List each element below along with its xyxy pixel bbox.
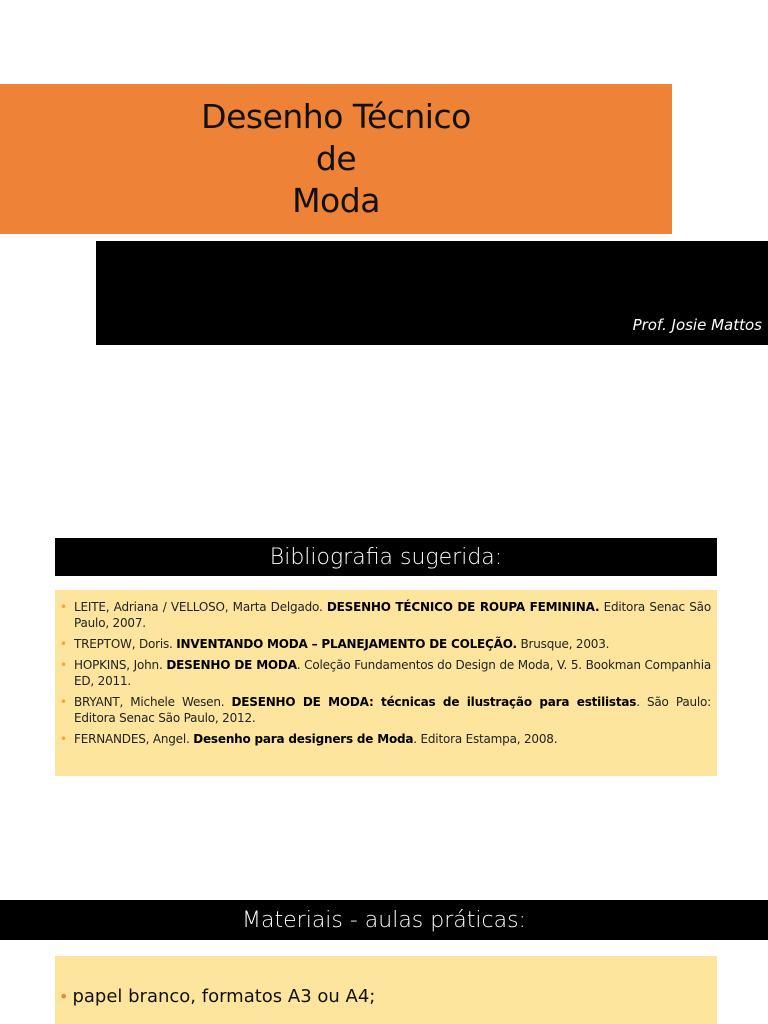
title-line-1: Desenho Técnico (201, 97, 471, 136)
title-banner (0, 84, 672, 234)
bullet-icon: • (60, 600, 67, 614)
bibliografia-list (59, 599, 711, 747)
title-line-3: Moda (292, 181, 380, 220)
item-author: BRYANT, Michele Wesen. (74, 695, 232, 709)
bibliografia-item (59, 657, 711, 689)
bullet-icon: • (60, 658, 67, 672)
item-title: INVENTANDO MODA – PLANEJAMENTO DE COLEÇÃO. (176, 637, 517, 651)
bibliografia-header: Bibliografia sugerida: (55, 538, 717, 576)
item-publisher: . Coleção Fundamentos do Design de Moda, V. 5. Bookman Companhia ED, 2011. (74, 658, 711, 688)
bullet-icon: • (60, 732, 67, 746)
item-publisher: . Editora Estampa, 2008. (413, 732, 558, 746)
title-line-2: de (315, 139, 357, 178)
bibliografia-box (55, 590, 717, 776)
bullet-icon: • (60, 637, 67, 651)
item-publisher: Brusque, 2003. (516, 637, 610, 651)
bibliografia-item (59, 694, 711, 726)
materiais-box (55, 956, 717, 1024)
item-publisher: Editora Senac São Paulo, 2007. (74, 600, 711, 630)
bibliografia-item (59, 636, 711, 652)
item-title: DESENHO TÉCNICO DE ROUPA FEMININA. (326, 600, 600, 614)
bullet-icon: • (59, 987, 69, 1006)
item-publisher: . São Paulo: Editora Senac São Paulo, 2012. (74, 695, 711, 725)
bibliografia-item (59, 731, 711, 747)
item-author: TREPTOW, Doris. (74, 637, 177, 651)
materiais-header: Materiais - aulas práticas: (0, 900, 768, 940)
author-banner (96, 241, 768, 345)
item-title: Desenho para designers de Moda (193, 732, 414, 746)
author-name: Prof. Josie Mattos (632, 316, 762, 334)
materiais-item: papel branco, formatos A3 ou A4; (72, 986, 376, 1007)
bibliografia-item (59, 599, 711, 631)
item-title: DESENHO DE MODA: técnicas de ilustração para estilistas (231, 695, 637, 709)
item-author: LEITE, Adriana / VELLOSO, Marta Delgado. (74, 600, 327, 614)
item-author: HOPKINS, John. (74, 658, 167, 672)
bullet-icon: • (60, 695, 67, 709)
item-title: DESENHO DE MODA (166, 658, 297, 672)
item-author: FERNANDES, Angel. (74, 732, 194, 746)
